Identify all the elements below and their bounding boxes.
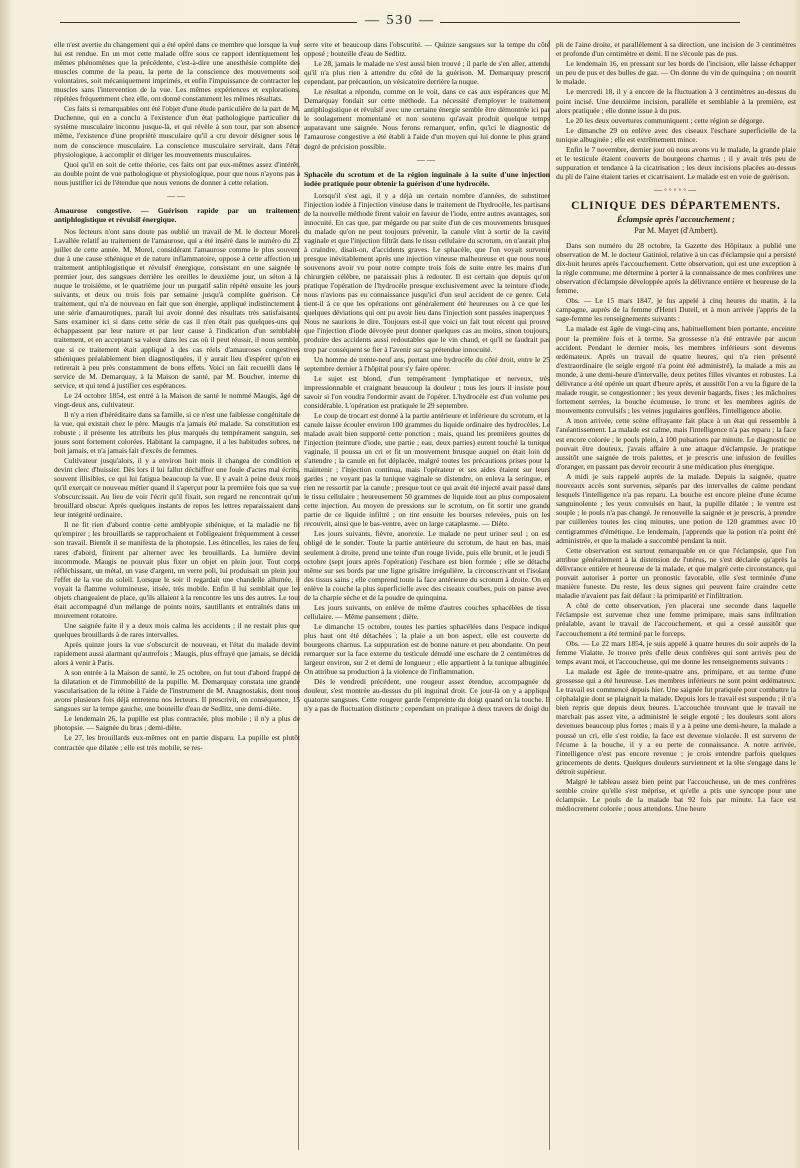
paragraph: Enfin le 7 novembre, dernier jour où nous avons vu le malade, la grande plaie et le testicule étaient couverts de bourgeons charnus ; il y avait très peu de suppuration et tendance à la cicatrisation ; les deux incisions placées au-dessus du pli de l'aine étaient taries et cicatrisaient. Le malade est en voie de guérison.: [556, 145, 796, 182]
page-binding-edge: [0, 0, 10, 1168]
paragraph: Cultivateur jusqu'alors, il y a environ huit mois il changea de condition et devint clerc d'huissier. Dès lors il lui fallut déchiffrer une foule d'actes mal écrits, souvent illisibles, ce qui lui fatigua beaucoup la vue. Il y avait à peine deux mois qu'il exerçait ce nouveau métier quand il s'aperçut pour la première fois que sa vue s'obscurcissait. Au lieu de voir l'écrit qu'il fixait, son regard ne rencontrait qu'un brouillard obscur. Après quelques instants de repos les lettres reparaissaient dans leur intégrité ordinaire.: [54, 456, 300, 520]
page-header: [0, 13, 800, 29]
column-3: [556, 40, 796, 1160]
page-number: — 530 —: [357, 13, 443, 28]
section-title: Sphacèle du scrotum et de la région inguinale à la suite d'une injection iodée pratiquée pour obtenir la guérison d'une hydrocèle.: [304, 169, 550, 188]
paragraph: Le dimanche 29 on enlève avec des ciseaux l'eschare superficielle de la tunique albuginée ; elle est extrêmement mince.: [556, 125, 796, 144]
paragraph: Les jours suivants, on enlève de même d'autres couches sphacélées de tissu cellulaire. — Même pansement ; diète.: [304, 602, 550, 621]
paragraph: Il ne fit rien d'abord contre cette amblyopie sthénique, et la maladie ne fit qu'empirer ; les brouillards se rapprochaient et l'obligeaient fréquemment à cesser son travail. Bientôt il se manifesta de la photopsie. Les étincelles, les raies de feu, rares d'abord, finirent par alterner avec les brouillards. La lumière devint incommode. Maugis ne pouvait plus fixer un objet en plein jour. Tout corps réfléchissant, un métal, un vase d'argent, un verre poli, lui produisait un plein jour l'effet de la vue du soleil. Lorsque le soir il regardait une chandelle allumée, il voyait la flamme volumineuse, irisée, très mobile. Enfin il lui semblait que les objets changeaient de place, qu'ils allaient à la rencontre les uns des autres. Le tout était accompagné d'un mélange de points noirs, sautillants et entraînés dans un mouvement rotatoire.: [54, 520, 300, 620]
ornamental-separator: —◦◦◦◦◦—: [653, 185, 699, 195]
section-title: Amaurose congestive. — Guérison rapide par un traitement antiphlogistique et révulsif énergique.: [54, 205, 300, 224]
section-separator: ——: [417, 154, 437, 164]
header-rule-left: [60, 22, 360, 23]
paragraph: Le sujet est blond, d'un tempérament lymphatique et nerveux, très impressionnable et craignant beaucoup la douleur ; tous les jours il insiste pour savoir si l'on voudra l'endormir avant de l'opérer. L'hydrocèle est d'un volume peu considérable. L'opération est pratiquée le 29 septembre.: [304, 373, 550, 410]
paragraph: Le résultat a répondu, comme on le voit, dans ce cas aux espérances que M. Demarquay fondait sur cette méthode. La nécessité d'employer le traitement antiphlogistique et révulsif avec une certaine énergie semble être démontrée ici par le soulagement momentané et non soutenu qu'avait produit quelque temps auparavant une saignée. Nous ferons remarquer, enfin, qu'ici le diagnostic de l'amaurose congestive a été établi à l'aide d'un moyen qui lui donne le plus grand degré de précision possible.: [304, 87, 550, 151]
paragraph: Dès le vendredi précédent, une rougeur assez étendue, accompagnée de douleur, s'est montrée au-dessus du pli inguinal droit. Ce jour-là on y a appliqué quatorze sangsues. Cette rougeur garde l'empreinte du doigt quand on la touche. Il n'y a pas de fluctuation distincte ; cependant on pratique à deux travers de doigt du: [304, 677, 550, 714]
paragraph: elle n'est avertie du changement qui a été opéré dans ce membre que lorsque la vue lui est rendue. En un mot cette malade offre sous ce rapport identiquement les mêmes phénomènes que la précédente, c'est-à-dire une anesthésie complète des muscles comme de la peau, la perte de la conscience des mouvements soit volontaires, soit mécaniquement imprimés, et enfin l'impuissance de contracter les muscles sans l'intervention de la vue. Les mêmes expériences et explorations, répétées fréquemment chez elle, ont donné constamment les mêmes résultats.: [54, 40, 300, 104]
paragraph: Le lendemain 26, la pupille est plus contractée, plus mobile ; il n'y a plus de photopsie. — Saignée du bras ; demi-diète.: [54, 714, 300, 733]
paragraph: A mon arrivée, cette scène effrayante fait place à un état qui ressemble à l'anéantissement. La malade est calme, mais l'intelligence n'a pas reparu ; la face est encore colorée ; le pouls plein, à 100 pulsations par minute. Le diagnostic ne pouvait être douteux, j'avais affaire à une attaque d'éclampsie. Je pratique aussitôt une saignée de trois palettes, et je prescris une infusion de feuilles d'oranger, en passant pas devoir recourir à une médication plus énergique.: [556, 416, 796, 471]
paragraph: Le coup de trocart est donné à la partie antérieure et inférieure du scrotum, et la canule laisse écouler environ 100 grammes du liquide ordinaire des hydrocèles. Le malade avait bien supporté cette ponction ; mais, quand les premières gouttes de l'injection (teinture d'iode, une partie ; eau, deux parties) eurent touché la tunique vaginale, il poussa un cri et fit un mouvement brusque auquel on était loin de s'attendre ; la canule en fut déplacée, malgré toutes les précautions prises pour la maintenir ; l'injection continua, mais l'opérateur et ses aides étaient sur leurs gardes ; ne voyant pas la tunique vaginale se distendre, on enleva la seringue, et rien ne ressortit par la canule ; presque tout ce qui avait été injecté avait passé dans le tissu cellulaire ; heureusement 50 grammes de liquide tout au plus composaient cette injection. Au moyen de pressions sur le scrotum, on fit sortir une grande partie de ce liquide infiltré ; on tint ensuite les bourses relevées, puis on les recouvrit, ainsi que le bas-ventre, avec un large cataplasme. — Diète.: [304, 410, 550, 529]
header-rule-right: [440, 22, 740, 23]
paragraph: Une saignée faite il y a deux mois calma les accidents ; il ne restait plus que quelques brouillards à de rares intervalles.: [54, 620, 300, 639]
paragraph: serre vite et beaucoup dans l'obscurité. — Quinze sangsues sur la tempe du côté opposé ; bouteille d'eau de Sedlitz.: [304, 40, 550, 59]
paragraph: Après quinze jours la vue s'obscurcit de nouveau, et l'état du malade devint rapidement aussi alarmant qu'autrefois ; Maugis, plus effrayé que jamais, se décida alors à venir à Paris.: [54, 640, 300, 668]
paragraph: Les jours suivants, fièvre, anorexie. Le malade ne peut uriner seul ; on est obligé de le sonder. Toute la partie antérieure du scrotum, de haut en bas, mais seulement à droite, prend une teinte d'un rouge livide, puis elle brunit, et le jeudi 5 octobre (sept jours après l'opération) l'eschare est bien formée ; elle se détache même sur ses bords par une ligne grisâtre irrégulière, la circonscrivant et l'isolant des tissus sains ; elle comprend toute la face antérieure du scrotum à droite. On en enlève la couche la plus superficielle avec des ciseaux courbes, puis on panse avec de la charpie sèche et de la poudre de quinquina.: [304, 529, 550, 602]
paragraph: Ces faits si remarquables ont été l'objet d'une étude particulière de la part de M. Duchenne, qui en a conclu à l'existence d'un état pathologique particulier du système musculaire inconnu jusque-là, et qui révèle à son tour, par son absence même, l'existence d'une propriété musculaire qu'il a cru devoir désigner sous le nom de conscience musculaire. La conscience musculaire servirait, dans l'état physiologique, à accomplir et diriger les mouvements musculaires.: [54, 104, 300, 159]
paragraph: Le lendemain 16, en pressant sur les bords de l'incision, elle laisse échapper un peu de pus et des bulles de gaz. — On donne du vin de quinquina ; on nourrit le malade.: [556, 59, 796, 87]
paragraph: A côté de cette observation, j'en placerai une seconde dans laquelle l'éclampsie est survenue chez une femme primipare, mais sans infiltration préalable, avant le travail de l'accouchement, et qui a cessé aussitôt que l'accouchement a été terminé par le forceps.: [556, 601, 796, 638]
paragraph: Nos lecteurs n'ont sans doute pas oublié un travail de M. le docteur Morel-Lavallée relatif au traitement de l'amaurose, qui a été inséré dans le numéro du 22 juillet de cette année. M. Morel, considérant l'amaurose comme le plus souvent due à une cause sthénique et de nature inflammatoire, oppose à cette affection un traitement antiphlogistique et révulsif énergique, consistant en une saignée le premier jour, des sangsues derrière les oreilles le deuxième jour, un séton à la nuque le troisième, et le quatrième jour un purgatif salin répété ensuite les jours suivants, et deux ou trois fois par semaine jusqu'à complète guérison. Ce traitement, qui n'a de nouveau en fait que son énergie, appliqué indistinctement à une série d'amaurotiques, paraît lui avoir donné des résultats très satisfaisants. Sans examiner ici si dans cette série de cas il n'en était pas quelques-uns qui échappassent par leur nature et par leur cause à l'indication d'un semblable traitement, et en acceptant sa valeur dans les cas où il peut réussir, il nous semble, que si ce traitement était appliqué à des cas réels d'amauroses congestives sthéniques préalablement bien diagnostiquées, il y aurait lieu d'espérer qu'on en retirerait à peu près constamment de bons effets. Voici un fait recueilli dans le service de M. Demarquay, à la Maison de santé, par M. Boucher, interne du service, et qui tend à justifier ces espérances.: [54, 226, 300, 390]
paragraph: Un homme de trente-neuf ans, portant une hydrocèle du côté droit, entre le 25 septembre dernier à l'hôpital pour s'y faire opérer.: [304, 354, 550, 373]
article-author: Par M. Mayet (d'Ambert).: [634, 225, 718, 235]
paragraph: Le 27, les brouillards eux-mêmes ont en partie disparu. La pupille est plutôt contractée que dilatée ; elle est très mobile, se res-: [54, 733, 300, 752]
paragraph: Cette observation est surtout remarquable en ce que l'éclampsie, que l'on attribue généralement à la distension de l'utérus, ne s'est déclarée qu'après la délivrance entière et heureuse de la malade, et que malgré cette circonstance, qui pouvait autoriser à porter un pronostic favorable, elle s'est terminée d'une manière funeste. Du reste, les deux signes qui peuvent faire craindre cette maladie n'avaient pas fait défaut : la primiparité et l'infiltration.: [556, 545, 796, 601]
paragraph: Le 24 octobre 1854, est entré à la Maison de santé le nommé Maugis, âgé de vingt-deux ans, cultivateur.: [54, 390, 300, 409]
paragraph: A midi je suis rappelé auprès de la malade. Depuis la saignée, quatre nouveaux accès sont survenus, séparés par des intervalles de calme pendant lesquels l'intelligence n'a pas reparu. La bouche est encore pleine d'une écume sanguinolente ; les yeux convulsés en haut, la pupille dilatée ; le ventre est souple ; le pouls n'a pas changé. Je renouvelle la saignée et je prescris, à prendre par cuillerées toutes les cinq minutes, une potion de 120 grammes avec 10 centigrammes d'émétique. Le lendemain, j'apprends que la potion n'a point été administrée, et que la malade a succombé pendant la nuit.: [556, 471, 796, 545]
paragraph: pli de l'aine droite, et parallèlement à sa direction, une incision de 3 centimètres et profonde d'un centimètre et demi. Il ne s'écoule pas de pus.: [556, 40, 796, 59]
paragraph: La malade est âgée de trente-quatre ans, primipare, et au terme d'une grossesse qui a été heureuse. Les membres inférieurs ne sont point œdémateux. Le travail est commencé depuis hier. Une saignée fut pratiquée pour combattre la céphalalgie dont se plaignait la malade. Depuis lors le travail est suspendu ; il n'a bien repris que depuis deux heures. L'accouchée trouvant que le travail ne marchait pas assez vite, a administré le seigle ergoté ; les douleurs sont alors devenues beaucoup plus fortes ; mais il y a à peine une demi-heure, la malade a poussé un cri, elle s'est roidie, la face est devenue violacée. Il est survenu de l'écume à la bouche, il y a eu perte de connaissance. A notre arrivée, l'intelligence n'est pas encore revenue ; je crois entendre parfois quelques grincements de dents. Quelques douleurs surviennent et la tête s'engage dans le détroit supérieur.: [556, 666, 796, 776]
paragraph: Lorsqu'il s'est agi, il y a déjà un certain nombre d'années, de substituer l'injection iodée à l'injection vineuse dans le traitement de l'hydrocèle, les partisans de la nouvelle méthode firent valoir en faveur de l'iode, entre autres avantages, son innocuité. En cas que, par mégarde ou par suite d'un de ces mouvements brusques du malade qu'on ne peut toujours prévenir, la canule vînt à sortir de la cavité vaginale et que l'injection filtrât dans le tissu cellulaire du scrotum, on n'aurait plus à craindre, disait-on, d'accidents graves. Le sphacèle, que l'on voyait survenir presque inévitablement après une injection vineuse malheureuse et que nous nous souvenons avoir vu pour notre compte trois fois de suite entre les mains d'un chirurgien célèbre, ne paraissait plus à redouter. Il est certain que depuis qu'on pratique l'opération de l'hydrocèle presque exclusivement avec la teinture d'iode, nous n'avions pas eu connaissance jusqu'ici d'un seul accident de ce genre. Cela tient-il à ce que les opérations ont généralement été heureuses ou à ce que les quelques déviations qui ont pu avoir lieu dans l'injection sont passées inaperçues ? Nous ne saurions le dire. Toujours est-il que voici un fait tout récent qui prouve que l'injection d'iode dévoyée peut donner quelques cas au moins, sinon toujours, produire des accidents aussi redoutables que le vin chaud, et qu'il ne faudrait pas trop par conséquent se fier à l'avenir sur sa prétendue innocuité.: [304, 190, 550, 354]
paragraph: Le 20 les deux ouvertures communiquent ; cette région se dégorge.: [566, 115, 765, 125]
paragraph: Quoi qu'il en soit de cette théorie, ces faits ont par eux-mêmes assez d'intérêt, au double point de vue pathologique et physiologique, pour que nous n'ayons pas à nous justifier ici de l'étendue que nous venons de donner à cette relation.: [54, 159, 300, 187]
paragraph: Dans son numéro du 28 octobre, la Gazette des Hôpitaux a publié une observation de M. le docteur Gatiniol, relative à un cas d'éclampsie qui a persisté dix-huit heures après l'accouchement. Cette observation, qui est une exception à la règle commune, me détermine à porter à la connaissance de mes confrères une observation d'éclampsie développée après la délivrance entière et heureuse de la femme.: [556, 240, 796, 296]
section-heading: CLINIQUE DES DÉPARTEMENTS.: [571, 200, 781, 213]
paragraph: Le 28, jamais le malade ne s'est aussi bien trouvé ; il parle de s'en aller, attendu qu'il n'a plus rien à attendre du côté de la guérison. M. Demarquay prescrit cependant, par précaution, un vésicatoire derrière la nuque.: [304, 59, 550, 87]
paragraph: Le mercredi 18, il y a encore de la fluctuation à 3 centimètres au-dessus du point incisé. Une deuxième incision, parallèle et semblable à la première, est alors pratiquée ; elle donne issue à du pus.: [556, 87, 796, 115]
column-1: [54, 40, 300, 1160]
section-separator: ——: [167, 190, 187, 200]
paragraph: Malgré le tableau assez bien peint par l'accoucheuse, un de mes confrères semble croire qu'elle s'est méprise, et qu'elle a pris une syncope pour une éclampsie. Le pouls de la malade bat 92 fois par minute. La face est médiocrement colorée ; nous attendons. Une heure: [556, 777, 796, 814]
paragraph: A son entrée à la Maison de santé, le 25 octobre, on fut tout d'abord frappé de la dilatation et de l'immobilité de la pupille. M. Demarquay constata une grande vascularisation de la rétine à l'aide de l'instrument de M. Anagnostakis, dont nous avons plusieurs fois déjà entretenu nos lecteurs. Il prescrivit, en conséquence, 15 sangsues sur la tempe gauche, une bouteille d'eau de Sedlitz, une demi-diète.: [54, 668, 300, 714]
paragraph: Il n'y a rien d'héréditaire dans sa famille, si ce n'est une faiblesse congénitale de la vue, qui existait chez le père. Maugis n'a jamais été malade. Sa constitution est robuste ; il présente les attributs les plus marqués du tempérament sanguin, ses joues sont fortement colorées. Habitant la campagne, il a les habitudes sobres, ne boit jamais, et n'a jamais fait d'excès de femmes.: [54, 409, 300, 456]
paragraph: Obs. — Le 15 mars 1847, je fus appelé à cinq heures du matin, à la campagne, auprès de la femme d'Henri Duteil, et à mon arrivée j'appris de la sage-femme les renseignements suivants :: [556, 296, 796, 324]
paragraph: La malade est âgée de vingt-cinq ans, habituellement bien portante, enceinte pour la première fois et à terme. Sa grossesse n'a été entravée par aucun accident. Pendant le dernier mois, les membres inférieurs sont devenus œdémateux. Après un travail de quatre heures, qui n'a rien présenté d'extraordinaire (le seigle ergoté n'a point été administré), la malade a mis au monde, à une demi-heure d'intervalle, deux petites filles vivantes et robustes. La délivrance a été opérée un quart d'heure après, et aussitôt l'on a vu la figure de la malade rougir, se congestionner ; les yeux devenir hagards, fixes ; les mâchoires fortement serrées, la bouche écumeuse, le tronc et les membres agités de mouvements convulsifs ; les veines jugulaires gonflées, l'intelligence abolie.: [556, 324, 796, 416]
article-title: Éclampsie après l'accouchement ;: [617, 214, 735, 224]
paragraph: Obs. — Le 22 mars 1854, je suis appelé à quatre heures du soir auprès de la femme Vialatte. Je trouve près d'elle deux confrères qui sont arrivés peu de temps avant moi, et l'accoucheuse, qui me donne les renseignements suivants :: [556, 638, 796, 666]
column-2: [304, 40, 550, 1160]
paragraph: Le dimanche 15 octobre, toutes les parties sphacélées dans l'espace indiqué plus haut ont été détachées ; la plaie a un bon aspect, elle est couverte de bourgeons charnus. La suppuration est de bonne nature et peu abondante. On peut remarquer sur la face externe du testicule dénudé une eschare de 2 centimètres de largeur environ, sur 2 et demi de longueur ; elle appartient à la tunique albuginée. On attribue sa production à la violence de l'inflammation.: [304, 621, 550, 677]
